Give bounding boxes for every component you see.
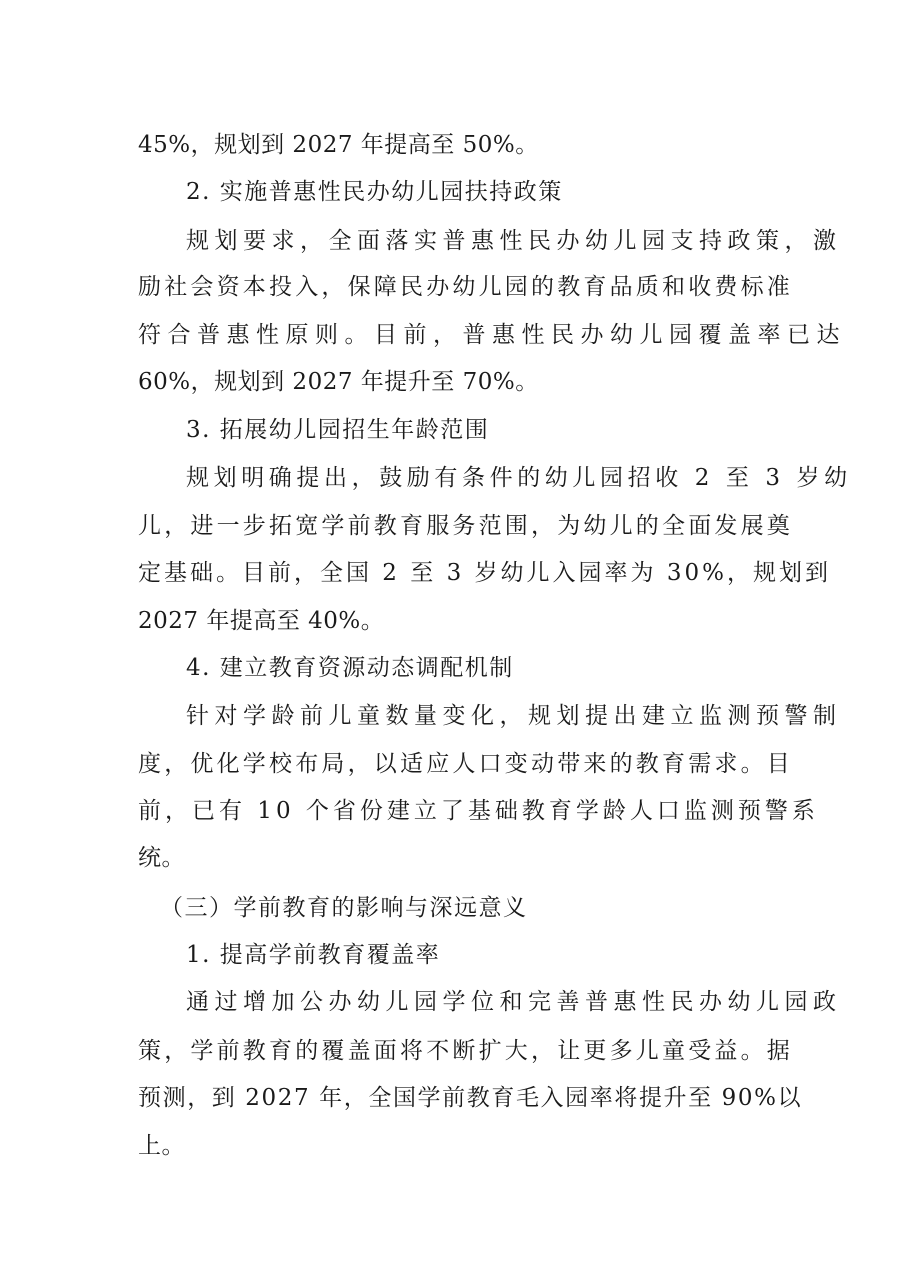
- subheading: 4. 建立教育资源动态调配机制: [186, 655, 514, 681]
- body-line: 针对学龄前儿童数量变化，规划提出建立监测预警制: [186, 703, 842, 729]
- body-line: 统。: [138, 845, 185, 871]
- body-line: 规划要求，全面落实普惠性民办幼儿园支持政策，激: [186, 228, 842, 254]
- body-line: 45%，规划到 2027 年提高至 50%。: [138, 132, 539, 158]
- body-line: 励社会资本投入，保障民办幼儿园的教育品质和收费标准: [138, 274, 793, 300]
- subheading: 2. 实施普惠性民办幼儿园扶持政策: [186, 179, 563, 205]
- body-line: 规划明确提出，鼓励有条件的幼儿园招收 2 至 3 岁幼: [186, 465, 852, 491]
- body-line: 符合普惠性原则。目前，普惠性民办幼儿园覆盖率已达: [138, 322, 846, 348]
- body-line: 通过增加公办幼儿园学位和完善普惠性民办幼儿园政: [186, 989, 842, 1015]
- body-line: 上。: [138, 1133, 185, 1159]
- section-heading: （三）学前教育的影响与深远意义: [160, 895, 528, 921]
- body-line: 预测，到 2027 年，全国学前教育毛入园率将提升至 90%以: [138, 1085, 803, 1111]
- body-line: 策，学前教育的覆盖面将不断扩大，让更多儿童受益。据: [138, 1038, 793, 1064]
- body-line: 儿，进一步拓宽学前教育服务范围，为幼儿的全面发展奠: [138, 513, 793, 539]
- subheading: 3. 拓展幼儿园招生年龄范围: [186, 417, 490, 443]
- body-line: 前，已有 10 个省份建立了基础教育学龄人口监测预警系: [138, 798, 819, 824]
- body-line: 60%，规划到 2027 年提升至 70%。: [138, 369, 539, 395]
- body-line: 定基础。目前，全国 2 至 3 岁幼儿入园率为 30%，规划到: [138, 560, 831, 586]
- body-line: 度，优化学校布局，以适应人口变动带来的教育需求。目: [138, 751, 793, 777]
- subheading: 1. 提高学前教育覆盖率: [186, 942, 441, 968]
- body-line: 2027 年提高至 40%。: [138, 608, 385, 634]
